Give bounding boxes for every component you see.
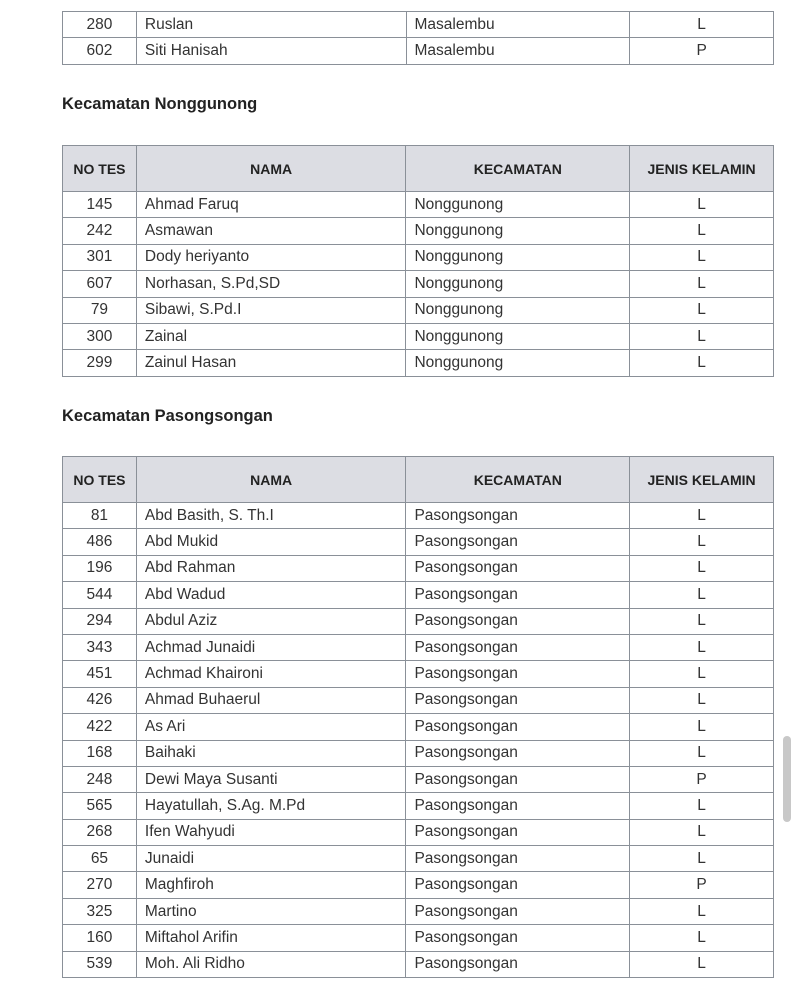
cell-no-tes: 196 — [63, 555, 137, 581]
table-row — [63, 687, 774, 713]
cell-kecamatan: Nonggunong — [406, 271, 630, 297]
table-row — [63, 529, 774, 555]
cell-kecamatan: Pasongsongan — [406, 503, 630, 529]
table-row — [63, 38, 774, 64]
cell-no-tes: 565 — [63, 793, 137, 819]
table-row — [63, 819, 774, 845]
cell-jenis-kelamin: L — [630, 608, 774, 634]
cell-kecamatan: Pasongsongan — [406, 793, 630, 819]
cell-no-tes: 145 — [63, 192, 137, 218]
cell-jenis-kelamin: L — [630, 846, 774, 872]
pasongsongan-table — [62, 456, 774, 978]
cell-jenis-kelamin: L — [630, 951, 774, 977]
cell-no-tes: 544 — [63, 582, 137, 608]
cell-no-tes: 325 — [63, 898, 137, 924]
cell-no-tes: 301 — [63, 244, 137, 270]
cell-kecamatan: Nonggunong — [406, 297, 630, 323]
cell-jenis-kelamin: L — [630, 218, 774, 244]
header-nama: NAMA — [136, 457, 406, 503]
cell-kecamatan: Nonggunong — [406, 192, 630, 218]
table-row — [63, 898, 774, 924]
table-row — [63, 271, 774, 297]
cell-jenis-kelamin: L — [630, 687, 774, 713]
vertical-scrollbar-thumb[interactable] — [783, 736, 791, 822]
cell-jenis-kelamin: L — [630, 192, 774, 218]
cell-no-tes: 539 — [63, 951, 137, 977]
cell-jenis-kelamin: L — [630, 529, 774, 555]
cell-jenis-kelamin: L — [630, 12, 774, 38]
table-row — [63, 766, 774, 792]
masalembu-tbody — [63, 12, 774, 65]
cell-kecamatan: Pasongsongan — [406, 608, 630, 634]
cell-nama: Maghfiroh — [136, 872, 406, 898]
cell-jenis-kelamin: P — [630, 872, 774, 898]
cell-no-tes: 268 — [63, 819, 137, 845]
header-no-tes: NO TES — [63, 146, 137, 192]
cell-no-tes: 242 — [63, 218, 137, 244]
cell-nama: Ruslan — [136, 12, 406, 38]
cell-nama: Siti Hanisah — [136, 38, 406, 64]
cell-jenis-kelamin: L — [630, 925, 774, 951]
cell-nama: Abdul Aziz — [136, 608, 406, 634]
cell-nama: Sibawi, S.Pd.I — [136, 297, 406, 323]
table-row — [63, 350, 774, 376]
cell-jenis-kelamin: P — [630, 38, 774, 64]
cell-jenis-kelamin: P — [630, 766, 774, 792]
cell-jenis-kelamin: L — [630, 582, 774, 608]
cell-kecamatan: Pasongsongan — [406, 819, 630, 845]
cell-no-tes: 607 — [63, 271, 137, 297]
cell-nama: Abd Mukid — [136, 529, 406, 555]
table-row — [63, 297, 774, 323]
cell-kecamatan: Pasongsongan — [406, 661, 630, 687]
table-row — [63, 661, 774, 687]
cell-nama: Achmad Khaironi — [136, 661, 406, 687]
cell-kecamatan: Pasongsongan — [406, 555, 630, 581]
table-row — [63, 503, 774, 529]
table-row — [63, 192, 774, 218]
table-row — [63, 714, 774, 740]
cell-kecamatan: Pasongsongan — [406, 846, 630, 872]
cell-jenis-kelamin: L — [630, 323, 774, 349]
cell-nama: Ahmad Buhaerul — [136, 687, 406, 713]
table-row — [63, 582, 774, 608]
cell-nama: Zainal — [136, 323, 406, 349]
cell-kecamatan: Masalembu — [406, 12, 630, 38]
table-row — [63, 925, 774, 951]
cell-jenis-kelamin: L — [630, 555, 774, 581]
nonggunong-tbody — [63, 192, 774, 377]
cell-kecamatan: Pasongsongan — [406, 634, 630, 660]
cell-no-tes: 602 — [63, 38, 137, 64]
cell-jenis-kelamin: L — [630, 740, 774, 766]
cell-kecamatan: Pasongsongan — [406, 687, 630, 713]
cell-kecamatan: Pasongsongan — [406, 582, 630, 608]
cell-nama: Hayatullah, S.Ag. M.Pd — [136, 793, 406, 819]
cell-no-tes: 451 — [63, 661, 137, 687]
cell-jenis-kelamin: L — [630, 297, 774, 323]
cell-nama: Dody heriyanto — [136, 244, 406, 270]
cell-nama: Dewi Maya Susanti — [136, 766, 406, 792]
cell-nama: Abd Wadud — [136, 582, 406, 608]
table-row — [63, 608, 774, 634]
section-title-pasongsongan: Kecamatan Pasongsongan — [62, 407, 273, 425]
cell-nama: Norhasan, S.Pd,SD — [136, 271, 406, 297]
cell-nama: Martino — [136, 898, 406, 924]
cell-nama: Ifen Wahyudi — [136, 819, 406, 845]
cell-no-tes: 79 — [63, 297, 137, 323]
cell-kecamatan: Pasongsongan — [406, 925, 630, 951]
cell-jenis-kelamin: L — [630, 714, 774, 740]
section-title-nonggunong: Kecamatan Nonggunong — [62, 95, 258, 113]
cell-jenis-kelamin: L — [630, 819, 774, 845]
header-kecamatan: KECAMATAN — [406, 146, 630, 192]
cell-kecamatan: Nonggunong — [406, 323, 630, 349]
table-row — [63, 218, 774, 244]
table-row — [63, 634, 774, 660]
cell-jenis-kelamin: L — [630, 503, 774, 529]
cell-no-tes: 422 — [63, 714, 137, 740]
cell-no-tes: 160 — [63, 925, 137, 951]
cell-kecamatan: Nonggunong — [406, 350, 630, 376]
cell-no-tes: 168 — [63, 740, 137, 766]
pasongsongan-tbody — [63, 503, 774, 978]
cell-kecamatan: Pasongsongan — [406, 951, 630, 977]
cell-nama: As Ari — [136, 714, 406, 740]
cell-no-tes: 294 — [63, 608, 137, 634]
table-header-row — [63, 146, 774, 192]
header-kecamatan: KECAMATAN — [406, 457, 630, 503]
table-row — [63, 244, 774, 270]
table-header-row — [63, 457, 774, 503]
cell-kecamatan: Pasongsongan — [406, 529, 630, 555]
cell-jenis-kelamin: L — [630, 793, 774, 819]
cell-nama: Junaidi — [136, 846, 406, 872]
cell-no-tes: 486 — [63, 529, 137, 555]
cell-nama: Moh. Ali Ridho — [136, 951, 406, 977]
header-jenis-kelamin: JENIS KELAMIN — [630, 457, 774, 503]
cell-nama: Ahmad Faruq — [136, 192, 406, 218]
cell-no-tes: 280 — [63, 12, 137, 38]
cell-no-tes: 343 — [63, 634, 137, 660]
table-row — [63, 555, 774, 581]
nonggunong-table — [62, 145, 774, 377]
table-row — [63, 846, 774, 872]
cell-jenis-kelamin: L — [630, 244, 774, 270]
cell-kecamatan: Pasongsongan — [406, 740, 630, 766]
cell-jenis-kelamin: L — [630, 350, 774, 376]
table-row — [63, 872, 774, 898]
cell-no-tes: 81 — [63, 503, 137, 529]
table-row — [63, 12, 774, 38]
table-row — [63, 793, 774, 819]
cell-nama: Baihaki — [136, 740, 406, 766]
cell-kecamatan: Pasongsongan — [406, 872, 630, 898]
cell-no-tes: 300 — [63, 323, 137, 349]
masalembu-table — [62, 11, 774, 65]
cell-jenis-kelamin: L — [630, 898, 774, 924]
cell-nama: Achmad Junaidi — [136, 634, 406, 660]
table-row — [63, 951, 774, 977]
cell-no-tes: 248 — [63, 766, 137, 792]
cell-kecamatan: Masalembu — [406, 38, 630, 64]
cell-no-tes: 65 — [63, 846, 137, 872]
cell-jenis-kelamin: L — [630, 634, 774, 660]
cell-nama: Abd Basith, S. Th.I — [136, 503, 406, 529]
cell-kecamatan: Nonggunong — [406, 244, 630, 270]
header-nama: NAMA — [136, 146, 406, 192]
table-row — [63, 323, 774, 349]
cell-nama: Miftahol Arifin — [136, 925, 406, 951]
cell-kecamatan: Pasongsongan — [406, 898, 630, 924]
table-row — [63, 740, 774, 766]
header-jenis-kelamin: JENIS KELAMIN — [630, 146, 774, 192]
cell-no-tes: 299 — [63, 350, 137, 376]
cell-no-tes: 270 — [63, 872, 137, 898]
cell-kecamatan: Pasongsongan — [406, 714, 630, 740]
header-no-tes: NO TES — [63, 457, 137, 503]
cell-kecamatan: Nonggunong — [406, 218, 630, 244]
cell-nama: Abd Rahman — [136, 555, 406, 581]
cell-jenis-kelamin: L — [630, 271, 774, 297]
cell-nama: Zainul Hasan — [136, 350, 406, 376]
cell-nama: Asmawan — [136, 218, 406, 244]
cell-no-tes: 426 — [63, 687, 137, 713]
cell-jenis-kelamin: L — [630, 661, 774, 687]
cell-kecamatan: Pasongsongan — [406, 766, 630, 792]
